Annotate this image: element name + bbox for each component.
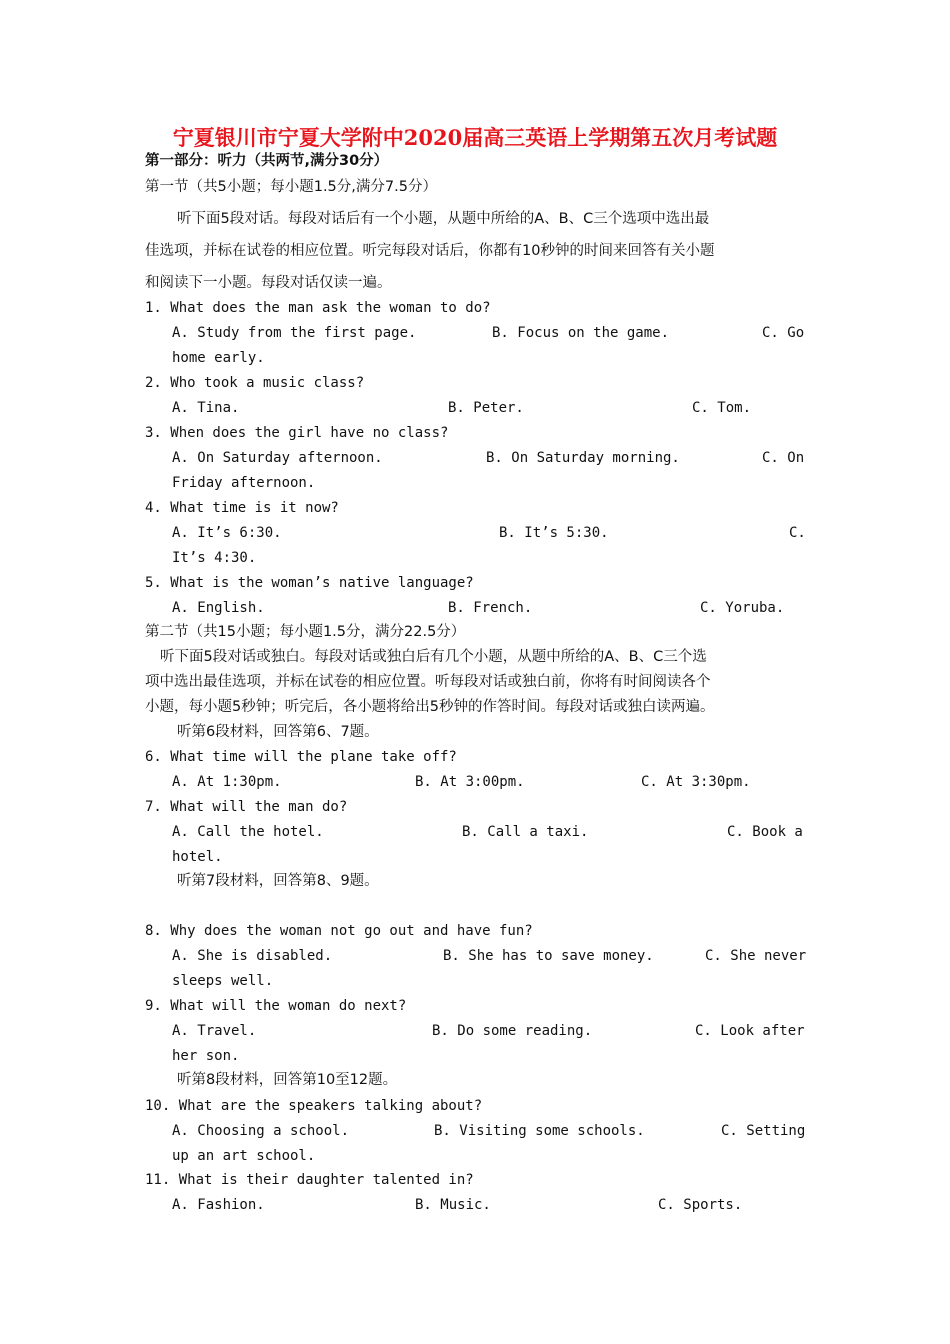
section2-heading: 第二节（共15小题；每小题1.5分，满分22.5分）: [145, 624, 466, 640]
question-11-option-b: B. Music.: [415, 1197, 491, 1213]
section1-heading: 第一节（共5小题；每小题1.5分,满分7.5分）: [145, 179, 437, 195]
question-8-option-c: C. She never: [705, 948, 807, 964]
question-1-option-b: B. Focus on the game.: [492, 325, 670, 341]
question-10-stem: 10. What are the speakers talking about?: [145, 1098, 483, 1114]
question-4-option-c: C.: [789, 525, 806, 541]
question-6-stem: 6. What time will the plane take off?: [145, 749, 457, 765]
question-2-stem: 2. Who took a music class?: [145, 375, 365, 391]
section2-instruction-line3: 小题，每小题5秒钟；听完后，各小题将给出5秒钟的作答时间。每段对话或独白读两遍。: [145, 699, 715, 715]
question-3-option-b: B. On Saturday morning.: [486, 450, 680, 466]
section1-instruction-line3: 和阅读下一小题。每段对话仅读一遍。: [145, 275, 392, 291]
question-2-option-a: A. Tina.: [172, 400, 240, 416]
question-10-option-c-continued: up an art school.: [172, 1148, 316, 1164]
question-3-option-c-continued: Friday afternoon.: [172, 475, 316, 491]
question-11-option-a: A. Fashion.: [172, 1197, 265, 1213]
section2-note-6: 听第6段材料，回答第6、7题。: [177, 724, 379, 740]
question-11-option-c: C. Sports.: [658, 1197, 743, 1213]
question-11-stem: 11. What is their daughter talented in?: [145, 1172, 474, 1188]
question-7-stem: 7. What will the man do?: [145, 799, 348, 815]
section1-instruction-line1: 听下面5段对话。每段对话后有一个小题，从题中所给的A、B、C三个选项中选出最: [177, 211, 710, 227]
question-5-option-a: A. English.: [172, 600, 265, 616]
question-10-option-a: A. Choosing a school.: [172, 1123, 350, 1139]
part1-heading: 第一部分：听力（共两节,满分30分）: [145, 153, 389, 169]
question-7-option-c: C. Book a: [727, 824, 803, 840]
section1-instruction-line2: 佳选项，并标在试卷的相应位置。听完每段对话后，你都有10秒钟的时间来回答有关小题: [145, 243, 715, 259]
section2-note-7: 听第7段材料，回答第8、9题。: [177, 873, 379, 889]
question-4-stem: 4. What time is it now?: [145, 500, 339, 516]
question-1-option-c-continued: home early.: [172, 350, 265, 366]
question-9-option-b: B. Do some reading.: [432, 1023, 593, 1039]
question-9-stem: 9. What will the woman do next?: [145, 998, 407, 1014]
section2-instruction-line1: 听下面5段对话或独白。每段对话或独白后有几个小题，从题中所给的A、B、C三个选: [160, 649, 707, 665]
question-2-option-c: C. Tom.: [692, 400, 752, 416]
question-4-option-b: B. It’s 5:30.: [499, 525, 609, 541]
question-2-option-b: B. Peter.: [448, 400, 524, 416]
question-10-option-b: B. Visiting some schools.: [434, 1123, 645, 1139]
question-7-option-b: B. Call a taxi.: [462, 824, 589, 840]
question-9-option-c: C. Look after: [695, 1023, 805, 1039]
section2-instruction-line2: 项中选出最佳选项，并标在试卷的相应位置。听每段对话或独白前，你将有时间阅读各个: [145, 674, 711, 690]
question-7-option-c-continued: hotel.: [172, 849, 223, 865]
question-3-option-a: A. On Saturday afternoon.: [172, 450, 383, 466]
question-8-stem: 8. Why does the woman not go out and have fun?: [145, 923, 533, 939]
question-4-option-a: A. It’s 6:30.: [172, 525, 282, 541]
question-4-option-c-continued: It’s 4:30.: [172, 550, 257, 566]
question-5-option-b: B. French.: [448, 600, 533, 616]
question-6-option-b: B. At 3:00pm.: [415, 774, 525, 790]
question-8-option-b: B. She has to save money.: [443, 948, 654, 964]
question-9-option-c-continued: her son.: [172, 1048, 240, 1064]
question-3-option-c: C. On: [762, 450, 805, 466]
section2-note-8: 听第8段材料，回答第10至12题。: [177, 1072, 398, 1088]
question-5-option-c: C. Yoruba.: [700, 600, 785, 616]
question-6-option-c: C. At 3:30pm.: [641, 774, 751, 790]
question-8-option-c-continued: sleeps well.: [172, 973, 274, 989]
question-1-option-c: C. Go: [762, 325, 805, 341]
question-7-option-a: A. Call the hotel.: [172, 824, 324, 840]
question-10-option-c: C. Setting: [721, 1123, 806, 1139]
question-9-option-a: A. Travel.: [172, 1023, 257, 1039]
question-1-option-a: A. Study from the first page.: [172, 325, 417, 341]
question-1-stem: 1. What does the man ask the woman to do?: [145, 300, 491, 316]
question-8-option-a: A. She is disabled.: [172, 948, 333, 964]
question-6-option-a: A. At 1:30pm.: [172, 774, 282, 790]
question-5-stem: 5. What is the woman’s native language?: [145, 575, 474, 591]
question-3-stem: 3. When does the girl have no class?: [145, 425, 449, 441]
document-title: 宁夏银川市宁夏大学附中2020届高三英语上学期第五次月考试题: [172, 125, 778, 150]
